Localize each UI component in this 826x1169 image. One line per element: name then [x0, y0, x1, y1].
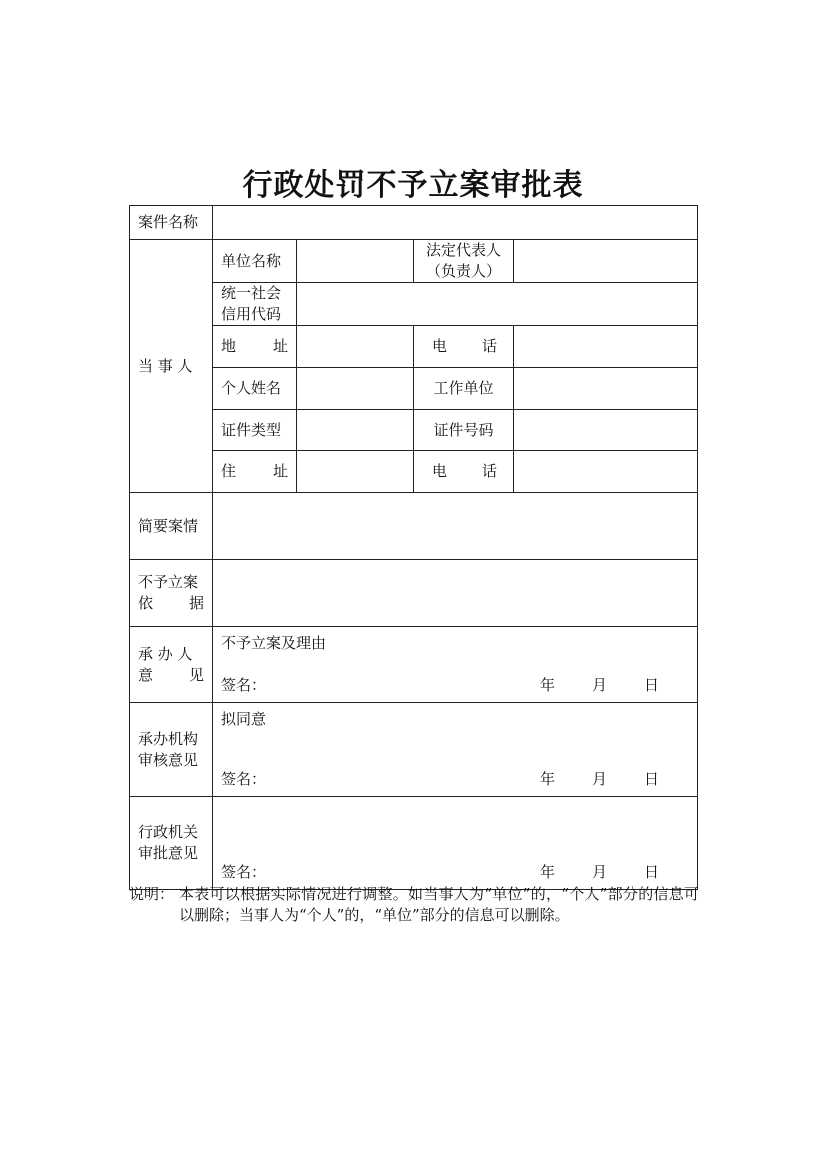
authority-label-line1: 行政机关	[138, 823, 199, 841]
legal-rep-label	[414, 240, 514, 283]
page-title: 行政处罚不予立案审批表	[242, 168, 584, 203]
residence-label-left: 住	[221, 462, 237, 480]
authority-month: 月	[591, 863, 607, 881]
address-label-right: 址	[272, 337, 288, 355]
handler-month: 月	[591, 676, 607, 694]
credit-code-label-line1: 统一社会	[221, 284, 282, 302]
authority-date	[540, 862, 659, 883]
basis-label-line1: 不予立案	[138, 573, 199, 591]
phone2-field[interactable]	[514, 451, 698, 493]
footnote	[129, 884, 699, 926]
credit-code-label-line2: 信用代码	[221, 305, 282, 323]
phone2-label-right: 话	[481, 462, 497, 480]
handler-sign-label: 签名：	[221, 676, 267, 694]
phone2-label	[414, 451, 514, 493]
brief-field[interactable]	[213, 493, 698, 560]
party-label: 当 事 人	[130, 240, 213, 493]
brief-label: 简要案情	[130, 493, 213, 560]
id-type-label: 证件类型	[213, 410, 297, 451]
handler-opinion[interactable]	[213, 627, 698, 703]
handler-year: 年	[539, 676, 555, 694]
address-label	[213, 326, 297, 368]
credit-code-field[interactable]	[297, 283, 698, 326]
agency-year: 年	[539, 770, 555, 788]
footnote-body: 本表可以根据实际情况进行调整。如当事人为“单位”的，“个人”部分的信息可以删除；当事人为“个人”的，“单位”部分的信息可以删除。	[179, 885, 699, 924]
agency-day: 日	[643, 770, 659, 788]
authority-opinion[interactable]	[213, 797, 698, 890]
authority-sign-label: 签名：	[221, 863, 267, 881]
address-label-left: 地	[221, 337, 237, 355]
residence-label	[213, 451, 297, 493]
agency-sign-label: 签名：	[221, 770, 267, 788]
handler-date	[540, 675, 659, 696]
authority-label-line2: 审批意见	[138, 844, 199, 862]
basis-label-left: 依	[138, 594, 154, 612]
approval-form	[129, 205, 698, 890]
legal-rep-field[interactable]	[514, 240, 698, 283]
handler-label-line1: 承 办 人	[138, 644, 193, 663]
legal-rep-label-line1: 法定代表人	[425, 241, 501, 259]
residence-label-right: 址	[272, 462, 288, 480]
agency-label	[130, 703, 213, 797]
handler-label-right: 见	[188, 665, 204, 684]
phone-label-left: 电	[432, 337, 448, 355]
authority-label	[130, 797, 213, 890]
phone2-label-left: 电	[432, 462, 448, 480]
unit-name-field[interactable]	[297, 240, 414, 283]
work-unit-field[interactable]	[514, 368, 698, 410]
phone-field[interactable]	[514, 326, 698, 368]
person-name-label: 个人姓名	[213, 368, 297, 410]
agency-label-line1: 承办机构	[138, 729, 199, 748]
phone-label-right: 话	[481, 337, 497, 355]
case-name-label: 案件名称	[130, 206, 213, 240]
agency-label-line2: 审核意见	[138, 750, 199, 769]
agency-date	[540, 769, 659, 790]
footnote-lead: 说明：	[129, 885, 175, 903]
basis-label	[130, 560, 213, 627]
handler-label	[130, 627, 213, 703]
id-type-field[interactable]	[297, 410, 414, 451]
case-name-field[interactable]	[213, 206, 698, 240]
id-number-label: 证件号码	[414, 410, 514, 451]
phone-label	[414, 326, 514, 368]
basis-field[interactable]	[213, 560, 698, 627]
handler-label-left: 意	[138, 665, 154, 684]
id-number-field[interactable]	[514, 410, 698, 451]
person-name-field[interactable]	[297, 368, 414, 410]
residence-field[interactable]	[297, 451, 414, 493]
authority-year: 年	[539, 863, 555, 881]
credit-code-label	[213, 283, 297, 326]
agency-opinion-text: 拟同意	[221, 710, 267, 728]
authority-day: 日	[643, 863, 659, 881]
unit-name-label: 单位名称	[213, 240, 297, 283]
agency-month: 月	[591, 770, 607, 788]
legal-rep-label-line2: （负责人）	[425, 262, 501, 280]
work-unit-label: 工作单位	[414, 368, 514, 410]
basis-label-right: 据	[188, 594, 204, 612]
agency-opinion[interactable]	[213, 703, 698, 797]
handler-day: 日	[643, 676, 659, 694]
handler-opinion-text: 不予立案及理由	[221, 634, 327, 652]
address-field[interactable]	[297, 326, 414, 368]
